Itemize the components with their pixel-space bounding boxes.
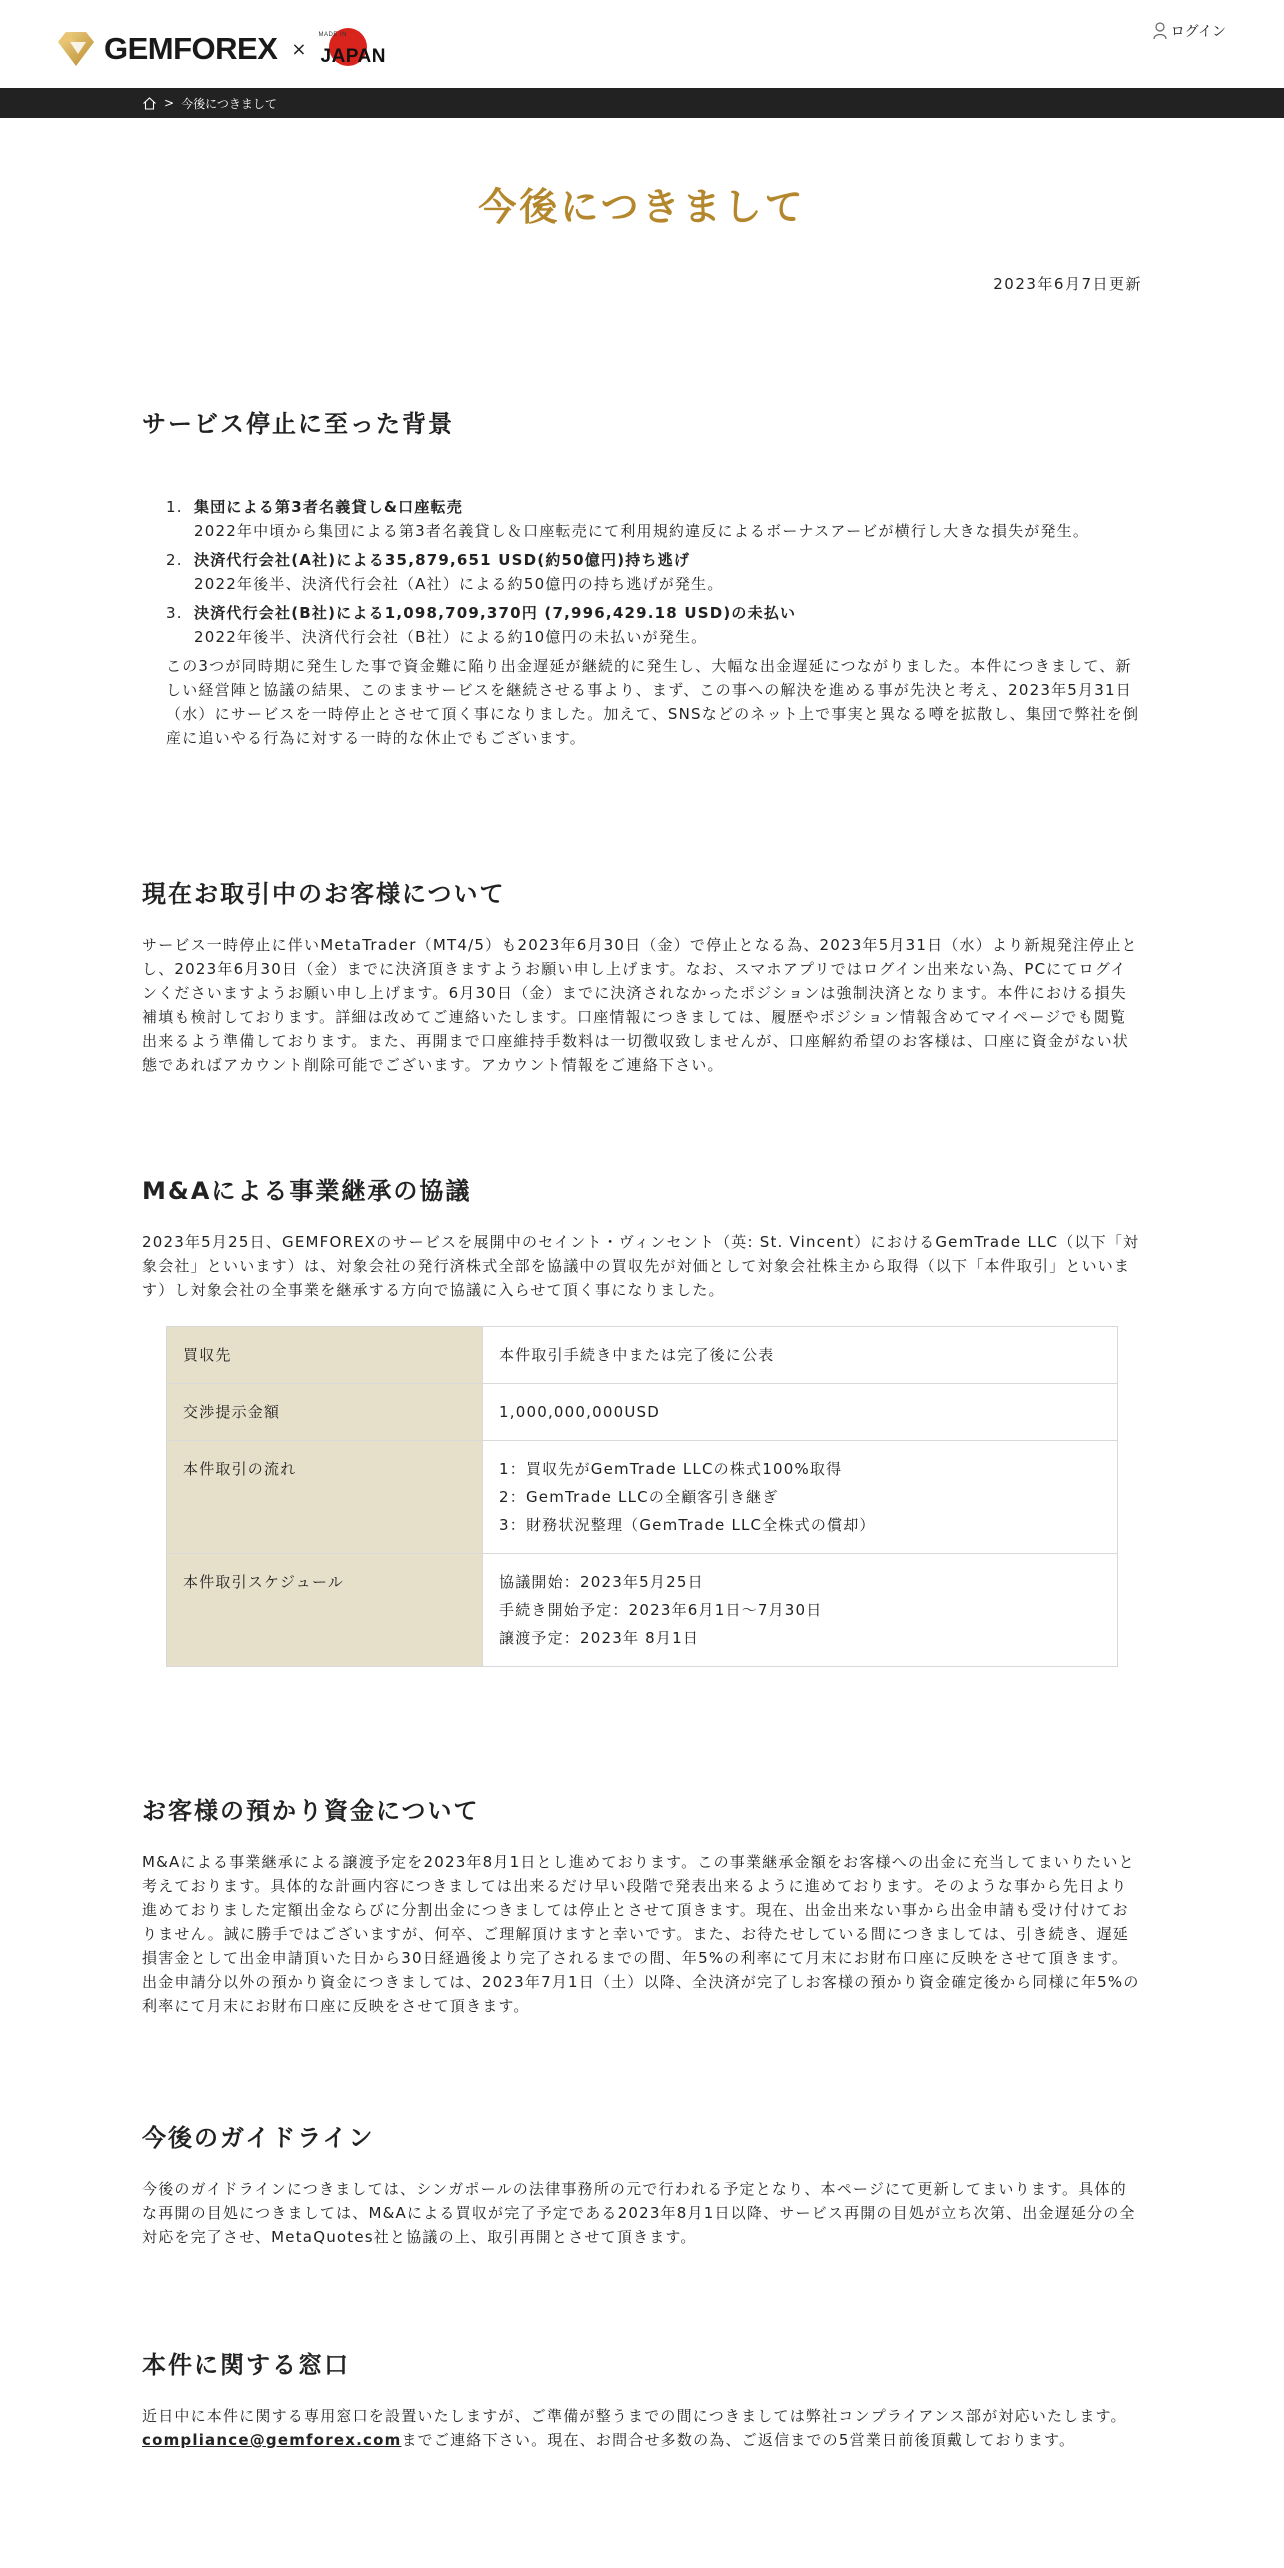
table-key: 本件取引スケジュール [167, 1554, 483, 1667]
section-heading-current-customers: 現在お取引中のお客様について [142, 880, 506, 908]
section-heading-funds: お客様の預かり資金について [142, 1797, 480, 1825]
list-number: 2. [166, 551, 183, 569]
table-value-line: 2：GemTrade LLCの全顧客引き継ぎ [499, 1488, 779, 1506]
table-value-line: 本件取引手続き中または完了後に公表 [499, 1346, 775, 1364]
breadcrumb-separator: > [164, 96, 175, 110]
table-value-line: 協議開始：2023年5月25日 [499, 1573, 704, 1591]
made-in-japan-logo [319, 28, 389, 70]
reason-title: 決済代行会社(B社)による1,098,709,370円 (7,996,429.18 USD)の未払い [194, 604, 797, 622]
updated-date: 2023年6月7日更新 [993, 275, 1142, 293]
brand-times: × [291, 38, 307, 60]
guidelines-body: 今後のガイドラインにつきましては、シンガポールの法律事務所の元で行われる予定となり、本ページにて更新してまいります。具体的な再開の目処につきましては、M&Aによる買収が完了予定である2023年8月1日以降、サービス再開の目処が立ち次第、出金遅延分の全対応を完了させ、MetaQuotes社と協議の上、取引再開とさせて頂きます。 [142, 2180, 1136, 2246]
funds-body: M&Aによる事業継承による譲渡予定を2023年8月1日とし進めております。この事業継承金額をお客様への出金に充当してまいりたいと考えております。具体的な計画内容につきましては出来るだけ早い段階で発表出来るように進めております。そのような事から先日より進めておりました定額出金ならびに分割出金につきましては停止とさせて頂きます。現在、出金出来ない事から出金申請も受け付けておりません。誠に勝手ではございますが、何卒、ご理解頂けますと幸いです。また、お待たせしている間につきましては、引き続き、遅延損害金として出金申請頂いた日から30日経過後より完了されるまでの間、年5%の利率にて月末にお財布口座に反映をさせて頂きます。出金申請分以外の預かり資金につきましては、2023年7月1日（土）以降、全決済が完了しお客様の預かり資金確定後から同様に年5%の利率にて月末にお財布口座に反映をさせて頂きます。 [142, 1853, 1140, 2015]
reason-title: 決済代行会社(A社)による35,879,651 USD(約50億円)持ち逃げ [194, 551, 691, 569]
breadcrumb-current: 今後につきまして [181, 96, 277, 111]
table-value-line: 1：買収先がGemTrade LLCの株式100%取得 [499, 1460, 843, 1478]
table-row [167, 1384, 1118, 1441]
list-item [166, 601, 1142, 649]
table-value-line: 1,000,000,000USD [499, 1403, 660, 1421]
login-link[interactable] [1153, 21, 1226, 41]
japan-label: JAPAN [320, 46, 386, 67]
site-header [0, 0, 1284, 88]
table-value-line: 手続き開始予定：2023年6月1日〜7月30日 [499, 1601, 823, 1619]
table-value-line: 譲渡予定：2023年 8月1日 [499, 1629, 700, 1647]
table-key: 交渉提示金額 [167, 1384, 483, 1441]
reason-desc: 2022年後半、決済代行会社（B社）による約10億円の未払いが発生。 [194, 628, 708, 646]
compliance-email-link[interactable]: compliance@gemforex.com [142, 2431, 402, 2449]
contact-text-before: 近日中に本件に関する専用窓口を設置いたしますが、ご準備が整うまでの間につきましては弊社コンプライアンス部が対応いたします。 [142, 2407, 1127, 2425]
list-number: 3. [166, 604, 183, 622]
section-heading-contact: 本件に関する窓口 [142, 2351, 350, 2379]
main-content [0, 176, 1284, 2452]
brand-name: GEMFOREX [104, 31, 278, 66]
reasons-list [142, 495, 1142, 649]
section-heading-background: サービス停止に至った背景 [142, 410, 454, 438]
table-row [167, 1554, 1118, 1667]
section-heading-ma: M&Aによる事業継承の協議 [142, 1177, 472, 1205]
table-key: 本件取引の流れ [167, 1441, 483, 1554]
user-icon [1153, 22, 1167, 40]
contact-body [142, 2404, 1142, 2452]
contact-text-after: までご連絡下さい。現在、お問合せ多数の為、ご返信までの5営業日前後頂戴しております。 [401, 2431, 1076, 2449]
table-row [167, 1327, 1118, 1384]
table-value [483, 1384, 1118, 1441]
list-number: 1. [166, 498, 183, 516]
deal-table [166, 1326, 1118, 1667]
reason-desc: 2022年後半、決済代行会社（A社）による約50億円の持ち逃げが発生。 [194, 575, 724, 593]
table-value [483, 1554, 1118, 1667]
background-summary: この3つが同時期に発生した事で資金難に陥り出金遅延が継続的に発生し、大幅な出金遅延につながりました。本件につきまして、新しい経営陣と協議の結果、このままサービスを継続させる事より、まず、この事への解決を進める事が先決と考え、2023年5月31日（水）にサービスを一時停止とさせて頂く事になりました。加えて、SNSなどのネット上で事実と異なる噂を拡散し、集団で弊社を倒産に追いやる行為に対する一時的な休止でもございます。 [166, 657, 1140, 747]
table-row [167, 1441, 1118, 1554]
ma-body: 2023年5月25日、GEMFOREXのサービスを展開中のセイント・ヴィンセント（英: St. Vincent）におけるGemTrade LLC（以下「対象会社」といいます）は、対象会社の発行済株式全部を協議中の買収先が対価として対象会社株主から取得（以下「本件取引」といいます）し対象会社の全事業を継承する方向で協議に入らせて頂く事になりました。 [142, 1233, 1140, 1299]
current-customers-body: サービス一時停止に伴いMetaTrader（MT4/5）も2023年6月30日（金）で停止となる為、2023年5月31日（水）より新規発注停止とし、2023年6月30日（金）までに決済頂きますようお願い申し上げます。なお、スマホアプリではログイン出来ない為、PCにてログインくださいますようお願い申し上げます。6月30日（金）までに決済されなかったポジションは強制決済となります。本件における損失補填も検討しております。詳細は改めてご連絡いたします。口座情報につきましては、履歴やポジション情報含めてマイページでも閲覧出来るよう準備しております。また、再開まで口座維持手数料は一切徴収致しませんが、口座解約希望のお客様は、口座に資金がない状態であればアカウント削除可能でございます。アカウント情報をご連絡下さい。 [142, 936, 1138, 1074]
list-item [166, 548, 1142, 596]
home-icon[interactable] [142, 97, 157, 110]
reason-desc: 2022年中頃から集団による第3者名義貸し＆口座転売にて利用規約違反によるボーナスアービが横行し大きな損失が発生。 [194, 522, 1090, 540]
brand-logo[interactable] [56, 28, 389, 70]
table-value-line: 3：財務状況整理（GemTrade LLC全株式の償却） [499, 1516, 876, 1534]
reason-title: 集団による第3者名義貸し&口座転売 [194, 498, 463, 516]
list-item [166, 495, 1142, 543]
section-heading-guidelines: 今後のガイドライン [142, 2124, 375, 2152]
breadcrumb [0, 88, 1284, 118]
gemforex-logo-icon [56, 30, 96, 68]
table-key: 買収先 [167, 1327, 483, 1384]
page-title: 今後につきまして [478, 185, 806, 229]
table-value [483, 1327, 1118, 1384]
made-in-label: MADE IN [318, 32, 348, 38]
table-value [483, 1441, 1118, 1554]
login-label: ログイン [1170, 24, 1226, 40]
